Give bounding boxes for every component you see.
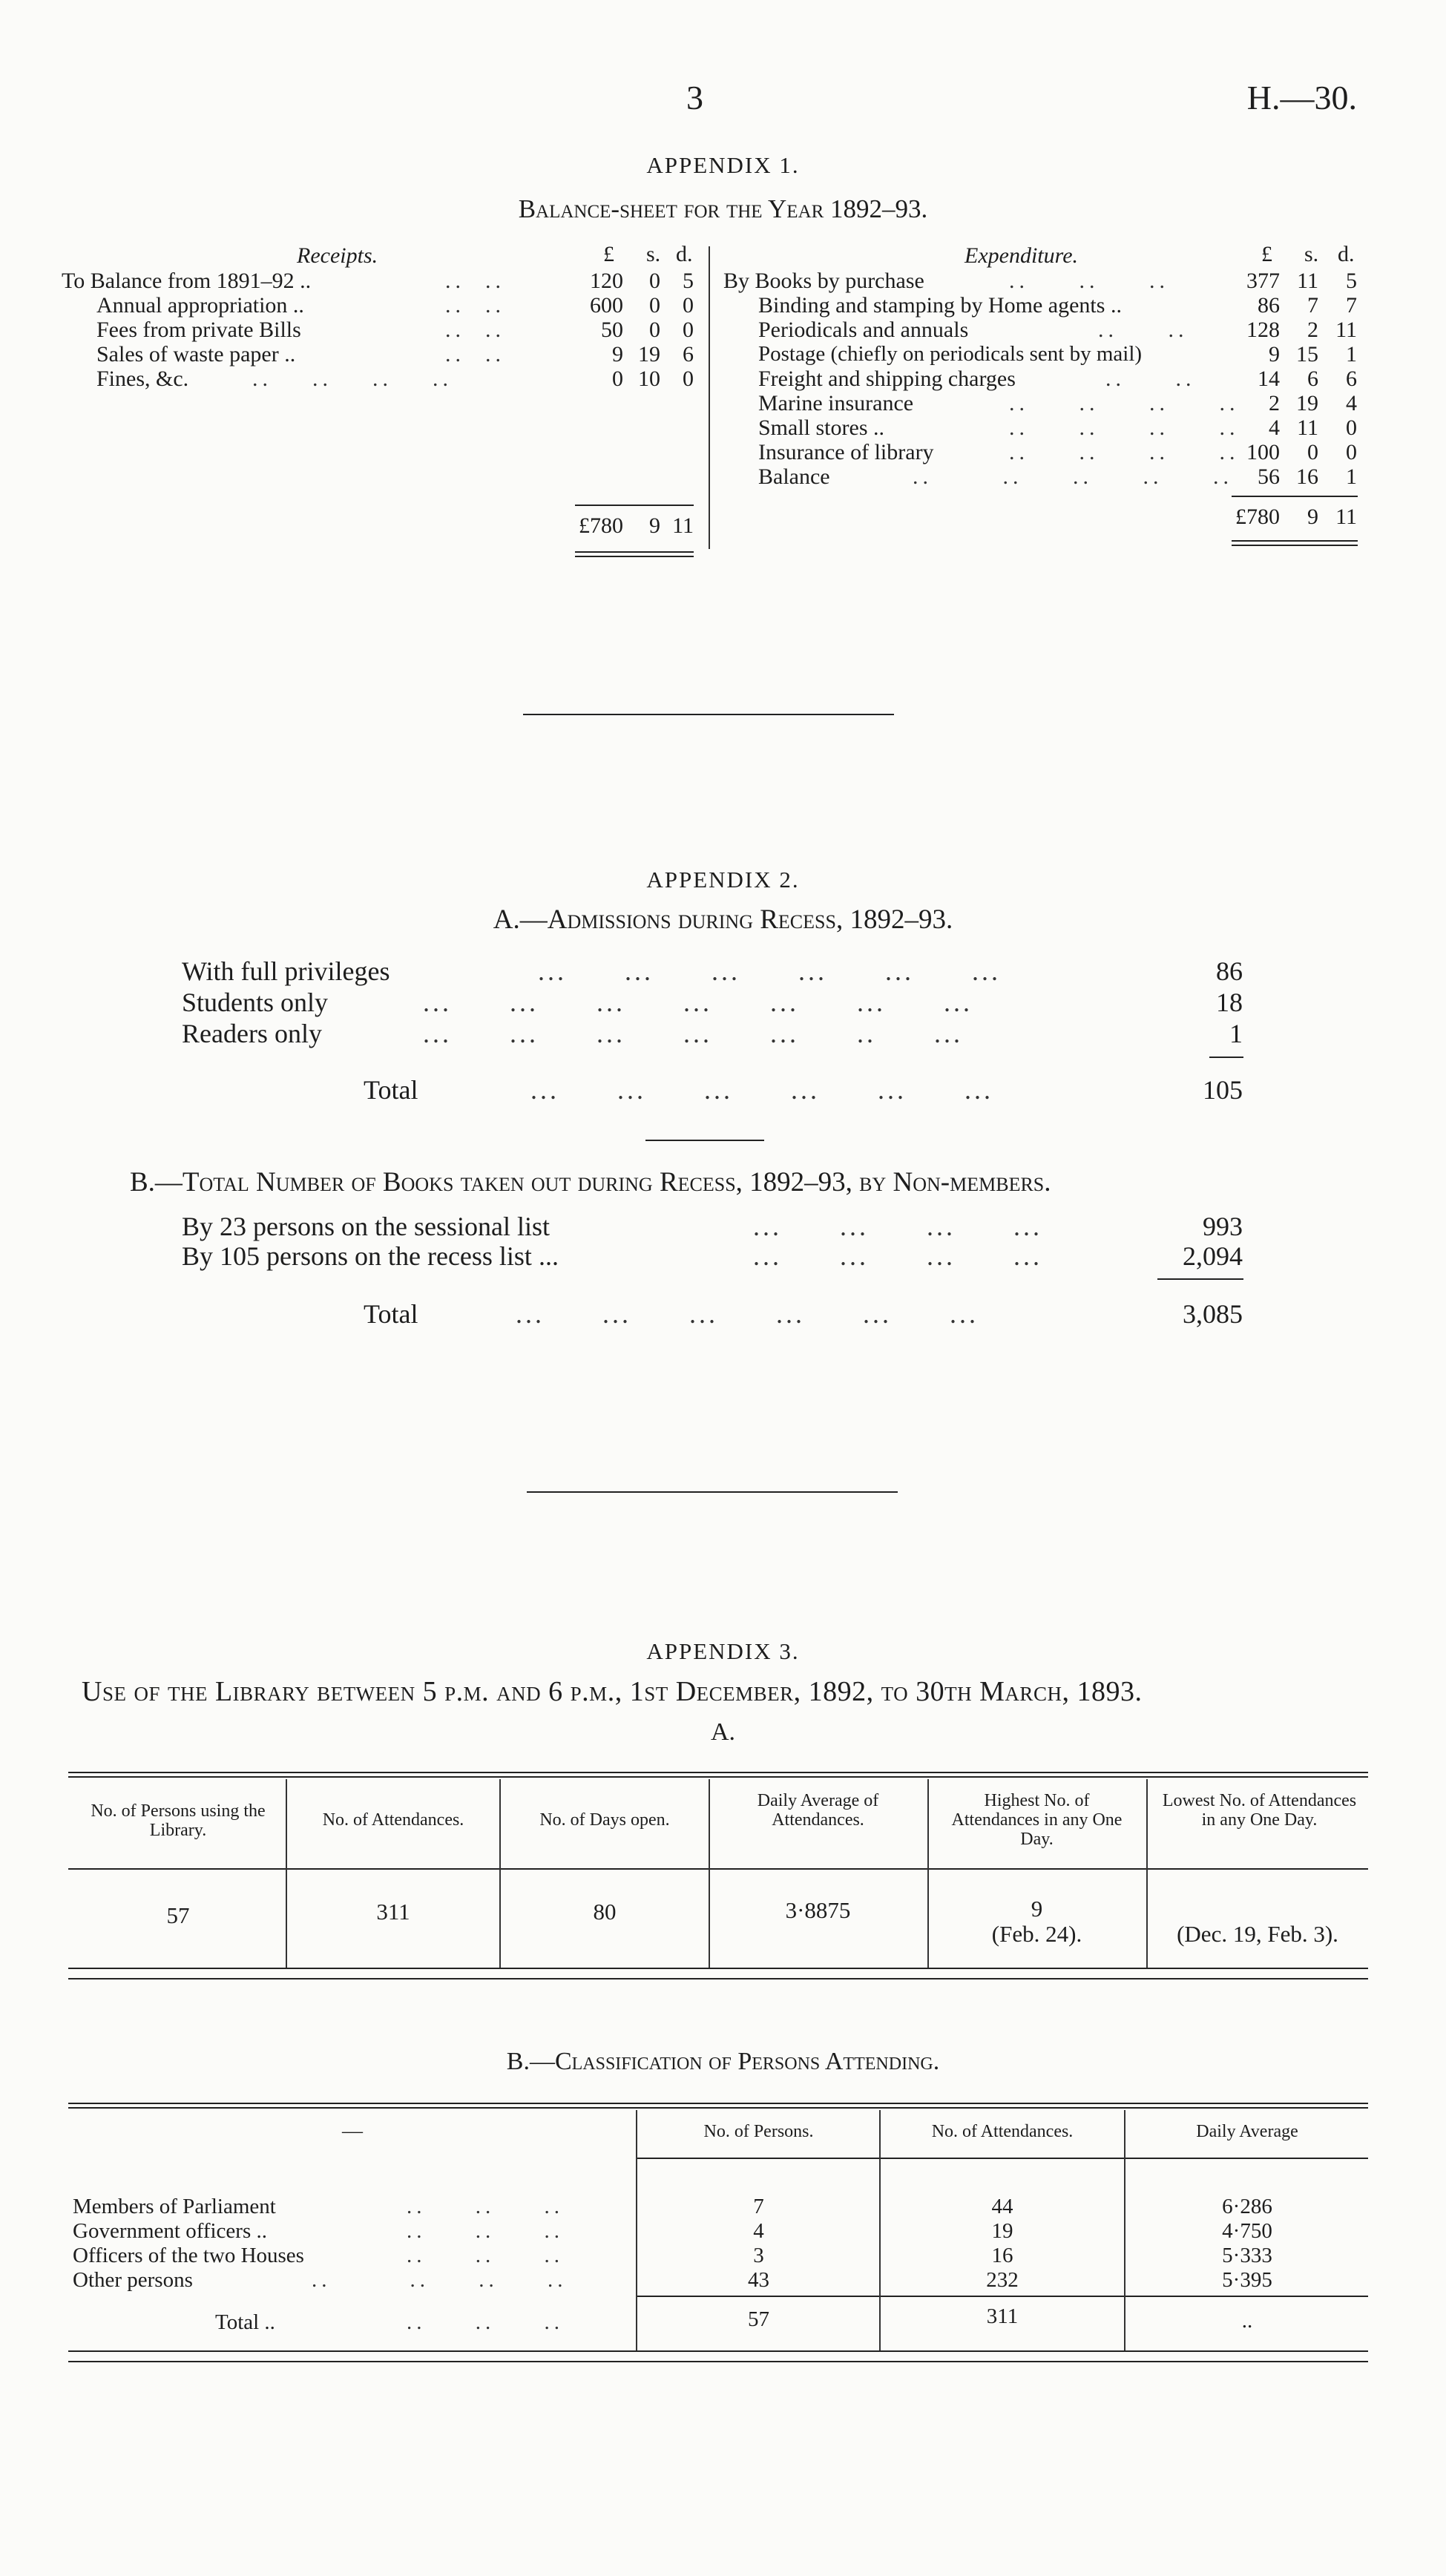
appendix3-a-label: A. <box>710 1718 736 1746</box>
books-value: 2,094 <box>1183 1241 1243 1271</box>
receipt-label: Fees from private Bills <box>96 318 301 342</box>
admission-value: 1 <box>1229 1019 1243 1048</box>
expenditure-total-pence: 11 <box>1335 505 1357 529</box>
total-label: Total .. <box>215 2310 275 2334</box>
expenditure-rule <box>1232 496 1358 497</box>
header-days-open: No. of Days open. <box>539 1810 670 1830</box>
row-persons: 3 <box>753 2244 764 2267</box>
total-persons: 57 <box>748 2307 769 2331</box>
receipt-pence: 6 <box>683 342 694 367</box>
expenditure-pence: 5 <box>1346 269 1357 293</box>
appendix3-b-title: B.—Classification of Persons Attending. <box>506 2048 940 2075</box>
document-code: H.—30. <box>1246 79 1357 116</box>
expenditure-pounds: 377 <box>1246 269 1280 293</box>
expenditure-pence: 11 <box>1335 318 1357 342</box>
header-attendances: No. of Attendances. <box>322 1810 464 1830</box>
expenditure-pence: 6 <box>1346 367 1357 391</box>
receipt-pounds: 600 <box>590 293 623 318</box>
row-average: 4·750 <box>1222 2219 1272 2243</box>
receipt-label: Annual appropriation .. <box>96 293 304 318</box>
row-label: Other persons <box>73 2268 193 2292</box>
expenditure-label: Insurance of library <box>758 440 934 464</box>
receipts-col-pence: d. <box>676 242 693 266</box>
page-number: 3 <box>686 79 703 116</box>
appendix1-title: APPENDIX 1. <box>646 152 800 178</box>
receipt-pounds: 50 <box>601 318 623 342</box>
receipt-pounds: 120 <box>590 269 623 293</box>
admissions-total-label: Total <box>364 1075 418 1105</box>
receipt-shillings: 0 <box>649 269 660 293</box>
expenditure-pounds: 100 <box>1246 440 1280 464</box>
balance-sheet-divider <box>709 246 710 549</box>
expenditure-heading: Expenditure. <box>964 243 1079 268</box>
expenditure-pence: 1 <box>1346 464 1357 489</box>
expenditure-label: Small stores .. <box>758 415 884 440</box>
row-label: Government officers .. <box>73 2219 267 2243</box>
header-category: — <box>342 2120 363 2143</box>
expenditure-label: Balance <box>758 464 830 489</box>
expenditure-pence: 7 <box>1346 293 1357 318</box>
row-persons: 43 <box>748 2268 769 2292</box>
expenditure-pence: 0 <box>1346 440 1357 464</box>
appendix2-title: APPENDIX 2. <box>646 867 800 893</box>
expenditure-label: Freight and shipping charges <box>758 367 1016 391</box>
receipt-pounds: 9 <box>612 342 623 367</box>
document-page: 3 H.—30. APPENDIX 1. Balance-sheet for the Year 1892–93. Receipts. £ s. d. To Balance from 1891–92 .. .. .. 120 0 5 Annual appropriation .. .. .. 600 0 0 Fees from private Bills .. .. 50 0 0 Sales of waste paper .. .. .. 9 19 6 Fines, &c. .. .. .. .. 0 10 0 £780 9 11 Expenditure. £ s. d. By Books by purchase .. .. .. 377 11 5 Binding and stamping by Home agents .. 86 7 7 Periodicals and annuals .. .. 128 2 11 Postage (chiefly on periodicals sent by mail) 9 15 1 Freight and shipping charges .. .. 14 6 6 Marine insurance .. .. .. .. 2 19 4 Small stores .. .. .. .. .. 4 11 0 Insurance of library .. .. .. .. 100 0 0 Balance .. .. .. .. .. 56 16 1 £780 9 11 APPENDIX 2. A.—Admissions during Recess, 1892–93. With full privileges ... ... ... ... ... ... 86 Students only ... ... ... ... ... ... ... 18 Readers only ... ... ... ... ... .. ... 1 Total ... ... ... ... ... ... 105 B.—Total Number of Books taken out during Recess, 1892–93, by Non-members. By 23 persons on the sessional list ... ... ... ... 993 By 105 persons on the recess list ... ... ... ... ... 2,094 Total ... ... ... ... ... ... 3,085 APPENDIX 3. Use of the Library between 5 p.m. and 6 p.m., 1st December, 1892, to 30th March, 1893. A. No. of Persons using the Library. No. of Attendances. No. of Days open. Daily Average of Attendances. Highest No. of Attendances in any One Day. Lowest No. of Attendances in any One Day. 57 311 80 3·8875 9 (Feb. 24). (Dec. 19, Feb. 3). B.—Classification of Persons Attending. — No. of Persons. No. of Attendances. Daily Average Members of Parliament .. .. .. 7 44 6·286 Government officers .. .. .. .. 4 19 4·750 Officers of the two Houses .. .. .. 3 16 5·333 Other persons .. .. .. .. 43 232 5·395 Total .. .. .. .. 57 311 .. <box>0 0 1446 2576</box>
section-separator <box>527 1491 898 1493</box>
cell-days-open: 80 <box>593 1899 617 1925</box>
appendix3-subtitle: Use of the Library between 5 p.m. and 6 p.m., 1st December, 1892, to 30th March, 1893. <box>82 1676 1143 1707</box>
receipt-shillings: 19 <box>638 342 660 367</box>
cell-lowest: (Dec. 19, Feb. 3). <box>1177 1921 1338 1947</box>
receipts-col-pounds: £ <box>603 242 614 266</box>
expenditure-shillings: 11 <box>1297 415 1318 440</box>
expenditure-pounds: 86 <box>1258 293 1280 318</box>
expenditure-shillings: 15 <box>1296 342 1318 367</box>
receipt-pence: 5 <box>683 269 694 293</box>
expenditure-shillings: 0 <box>1307 440 1318 464</box>
books-sum-rule <box>1157 1278 1243 1280</box>
expenditure-pence: 0 <box>1346 415 1357 440</box>
total-average: .. <box>1241 2309 1253 2333</box>
expenditure-shillings: 11 <box>1297 269 1318 293</box>
cell-highest: 9 <box>1031 1896 1043 1922</box>
expenditure-label: By Books by purchase <box>723 269 924 293</box>
expenditure-label: Marine insurance <box>758 391 914 415</box>
row-attendances: 232 <box>986 2268 1019 2292</box>
expenditure-double-rule-1 <box>1232 540 1358 542</box>
receipt-shillings: 10 <box>638 367 660 391</box>
admissions-sum-rule <box>1209 1057 1243 1058</box>
expenditure-shillings: 7 <box>1307 293 1318 318</box>
receipt-pounds: 0 <box>612 367 623 391</box>
header-highest: Highest No. of Attendances in any One Day. <box>951 1791 1123 1849</box>
expenditure-label: Binding and stamping by Home agents .. <box>758 293 1122 318</box>
expenditure-pounds: 128 <box>1246 318 1280 342</box>
header-persons: No. of Persons. <box>703 2122 814 2141</box>
header-attendances: No. of Attendances. <box>931 2122 1074 2141</box>
expenditure-col-pence: d. <box>1338 242 1355 266</box>
books-value: 993 <box>1203 1212 1243 1241</box>
expenditure-shillings: 2 <box>1307 318 1318 342</box>
admission-label: Readers only <box>182 1019 322 1048</box>
expenditure-label: Periodicals and annuals <box>758 318 969 342</box>
books-label: By 105 persons on the recess list ... <box>182 1241 559 1271</box>
row-average: 6·286 <box>1222 2195 1272 2218</box>
header-daily-average: Daily Average <box>1196 2122 1298 2141</box>
expenditure-pounds: 14 <box>1258 367 1280 391</box>
appendix2-a-title: A.—Admissions during Recess, 1892–93. <box>493 904 953 935</box>
appendix1-subtitle: Balance-sheet for the Year 1892–93. <box>518 194 928 223</box>
row-label: Members of Parliament <box>73 2195 276 2218</box>
cell-daily-average: 3·8875 <box>785 1897 851 1923</box>
appendix3-title: APPENDIX 3. <box>646 1638 800 1664</box>
expenditure-pounds: 4 <box>1269 415 1280 440</box>
receipt-shillings: 0 <box>649 318 660 342</box>
receipt-label: Fines, &c. <box>96 367 189 391</box>
expenditure-shillings: 16 <box>1296 464 1318 489</box>
expenditure-col-shillings: s. <box>1304 242 1319 266</box>
row-label: Officers of the two Houses <box>73 2244 304 2267</box>
expenditure-col-pounds: £ <box>1261 242 1272 266</box>
receipts-total-pence: 11 <box>672 513 694 538</box>
receipts-heading: Receipts. <box>297 243 378 268</box>
header-daily-average: Daily Average of Attendances. <box>757 1791 879 1830</box>
expenditure-pence: 1 <box>1346 342 1357 367</box>
header-persons-using: No. of Persons using the Library. <box>91 1801 266 1840</box>
receipt-shillings: 0 <box>649 293 660 318</box>
expenditure-pounds: 9 <box>1269 342 1280 367</box>
expenditure-pounds: 2 <box>1269 391 1280 415</box>
receipt-label: To Balance from 1891–92 .. <box>62 269 312 293</box>
expenditure-total-pounds: £780 <box>1235 505 1280 529</box>
row-attendances: 16 <box>991 2244 1013 2267</box>
receipts-double-rule-2 <box>575 556 694 557</box>
books-label: By 23 persons on the sessional list <box>182 1212 550 1241</box>
cell-highest-note: (Feb. 24). <box>991 1921 1082 1947</box>
row-attendances: 19 <box>991 2219 1013 2243</box>
expenditure-pence: 4 <box>1346 391 1357 415</box>
receipt-label: Sales of waste paper .. <box>96 342 296 367</box>
receipt-pence: 0 <box>683 318 694 342</box>
admission-label: With full privileges <box>182 956 390 986</box>
admission-label: Students only <box>182 988 329 1017</box>
total-attendances: 311 <box>986 2304 1019 2328</box>
receipts-total-shillings: 9 <box>649 513 660 538</box>
row-persons: 7 <box>753 2195 764 2218</box>
expenditure-shillings: 6 <box>1307 367 1318 391</box>
books-total-value: 3,085 <box>1183 1299 1243 1329</box>
receipts-col-shillings: s. <box>646 242 661 266</box>
expenditure-shillings: 19 <box>1296 391 1318 415</box>
books-total-label: Total <box>364 1299 418 1329</box>
header-lowest: Lowest No. of Attendances in any One Day. <box>1162 1791 1357 1830</box>
row-average: 5·395 <box>1222 2268 1272 2292</box>
admissions-total-value: 105 <box>1203 1075 1243 1105</box>
expenditure-pounds: 56 <box>1258 464 1280 489</box>
receipt-pence: 0 <box>683 293 694 318</box>
cell-attendances: 311 <box>376 1899 410 1925</box>
cell-persons-using: 57 <box>166 1902 190 1928</box>
row-attendances: 44 <box>991 2195 1013 2218</box>
expenditure-label: Postage (chiefly on periodicals sent by mail) <box>758 342 1143 366</box>
receipts-rule <box>575 505 694 506</box>
admission-value: 18 <box>1216 988 1243 1017</box>
expenditure-double-rule-2 <box>1232 545 1358 546</box>
receipt-pence: 0 <box>683 367 694 391</box>
receipts-total-pounds: £780 <box>579 513 623 538</box>
admission-value: 86 <box>1216 956 1243 986</box>
expenditure-total-shillings: 9 <box>1307 505 1318 529</box>
receipts-double-rule-1 <box>575 551 694 553</box>
row-average: 5·333 <box>1222 2244 1272 2267</box>
subsection-separator <box>645 1140 764 1141</box>
appendix2-b-title: B.—Total Number of Books taken out during Recess, 1892–93, by Non-members. <box>130 1167 1051 1197</box>
section-separator <box>523 714 894 715</box>
row-persons: 4 <box>753 2219 764 2243</box>
